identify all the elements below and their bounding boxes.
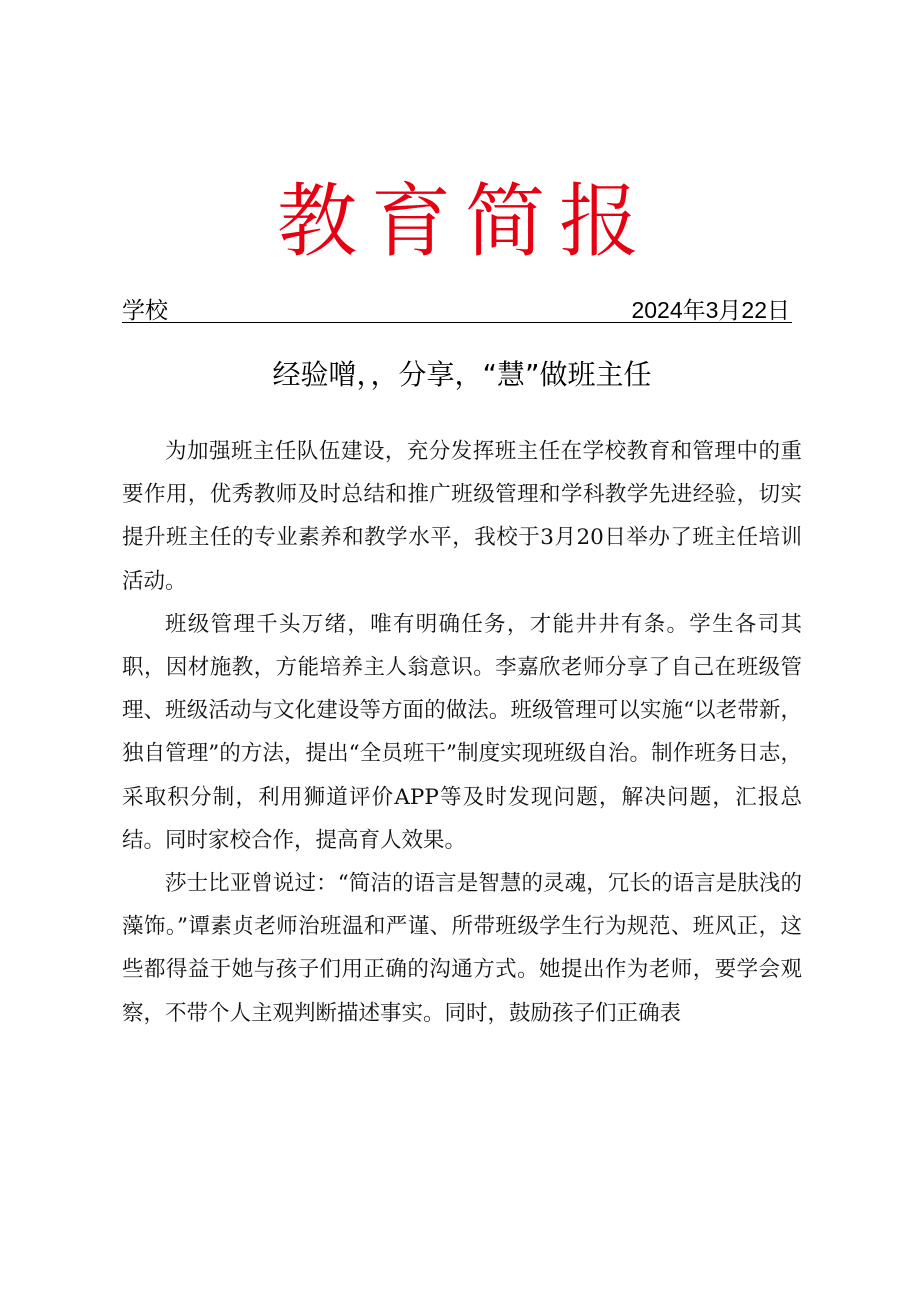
paragraph-3: 莎士比亚曾说过：“简洁的语言是智慧的灵魂，冗长的语言是肤浅的藻饰。”谭素贞老师治班温和严谨、所带班级学生行为规范、班风正，这些都得益于她与孩子们用正确的沟通方式。她提出作为老师，要学会观察，不带个人主观判断描述事实。同时，鼓励孩子们正确表 — [122, 871, 802, 1026]
article-title: 经验噌，，分享，“慧”做班主任 — [272, 358, 652, 391]
school-label: 学校 — [122, 297, 168, 323]
paragraph-2: 班级管理千头万绪，唯有明确任务，才能井井有条。学生各司其职，因材施教，方能培养主人翁意识。李嘉欣老师分享了自己在班级管理、班级活动与文化建设等方面的做法。班级管理可以实施“以老带新，独自管理”的方法，提出“全员班干”制度实现班级自治。制作班务日志，采取积分制，利用狮道评价APP等及时发现问题，解决问题，汇报总结。同时家校合作，提高育人效果。 — [122, 611, 802, 853]
article-body — [122, 430, 802, 1035]
masthead-title: 教育简报 — [277, 175, 653, 268]
paragraph-1: 为加强班主任队伍建设，充分发挥班主任在学校教育和管理中的重要作用，优秀教师及时总结和推广班级管理和学科教学先进经验，切实提升班主任的专业素养和教学水平，我校于3月20日举办了班主任培训活动。 — [122, 439, 802, 594]
info-line — [122, 290, 792, 323]
issue-date: 2024年3月22日 — [631, 297, 790, 323]
